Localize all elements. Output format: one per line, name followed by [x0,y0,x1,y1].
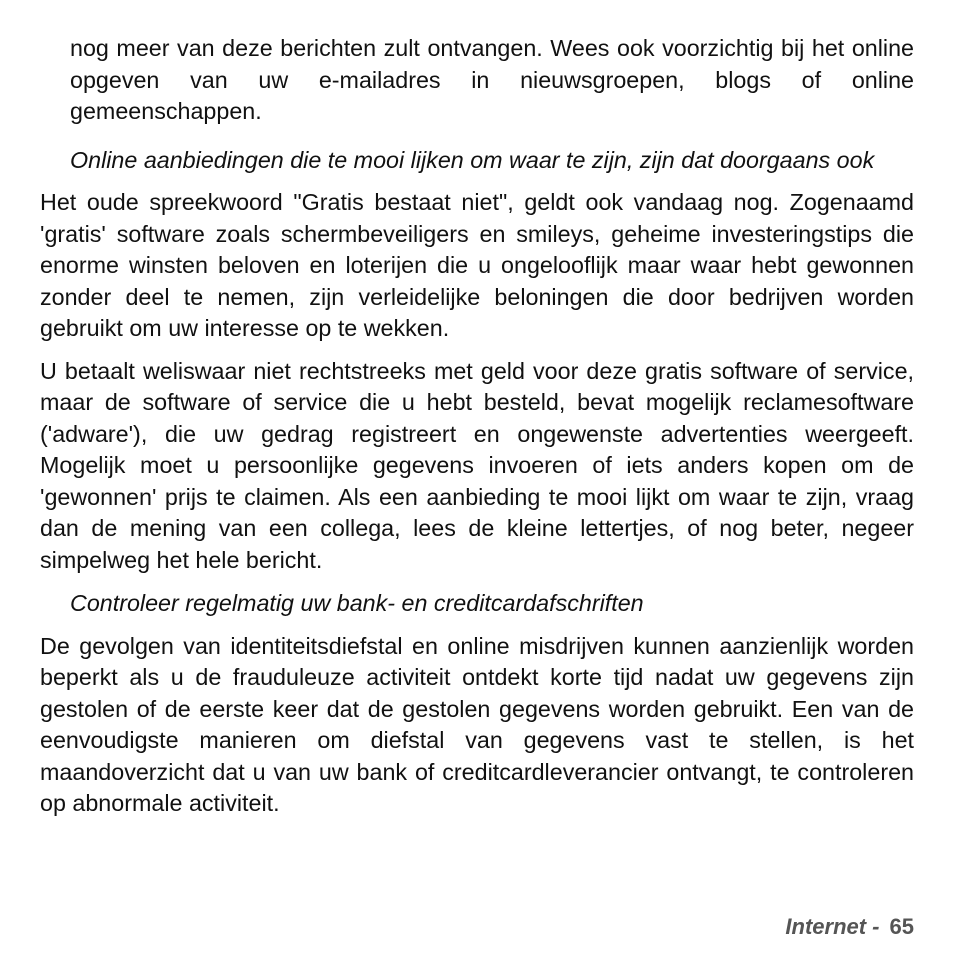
paragraph-gratis: Het oude spreekwoord "Gratis bestaat niet", geldt ook vandaag nog. Zogenaamd 'gratis' software zoals schermbeveiligers en smileys, geheime investeringstips die enorme winsten beloven en loterijen die u ongelooflijk maar waar hebt gewonnen zonder deel te nemen, zijn verleidelijke beloningen die door bedrijven worden gebruikt om uw interesse op te wekken. [40,189,914,341]
heading-online-offers: Online aanbiedingen die te mooi lijken om waar te zijn, zijn dat doorgaans ook [70,146,875,173]
paragraph-continuation: nog meer van deze berichten zult ontvangen. Wees ook voorzichtig bij het online opgeven van uw e-mailadres in nieuwsgroepen, blogs of online gemeenschappen. [70,35,914,124]
paragraph-identity-theft: De gevolgen van identiteitsdiefstal en online misdrijven kunnen aanzienlijk worden beperkt als u de frauduleuze activiteit ontdekt korte tijd nadat uw gegevens zijn gestolen of de eerste keer dat de gestolen gegevens worden gebruikt. Een van de eenvoudigste manieren om diefstal van gegevens vast te stellen, is het maandoverzicht dat u van uw bank of creditcardleverancier ontvangt, te controleren op abnormale activiteit. [40,632,914,816]
paragraph-adware: U betaalt weliswaar niet rechtstreeks met geld voor deze gratis software of service, maar de software of service die u hebt besteld, bevat mogelijk reclamesoftware ('adware'), die uw gedrag registreert en ongewenste advertenties weergeeft. Mogelijk moet u persoonlijke gegevens invoeren of iets anders kopen om de 'gewonnen' prijs te claimen. Als een aanbieding te mooi lijkt om waar te zijn, vraag dan de mening van een collega, lees de kleine lettertjes, of nog beter, negeer simpelweg het hele bericht. [40,357,914,573]
footer-section-label: Internet - [785,914,880,939]
page-footer [785,914,914,940]
page-number: 65 [889,914,914,939]
heading-bank-statements: Controleer regelmatig uw bank- en creditcardafschriften [70,590,644,616]
document-page [40,33,914,820]
